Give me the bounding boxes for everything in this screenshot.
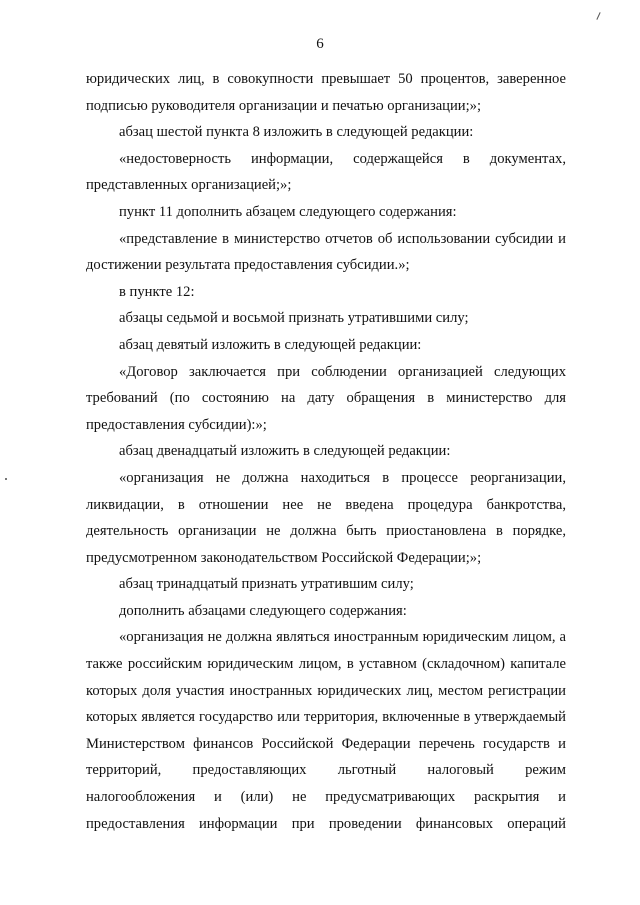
paragraph: в пункте 12: [119,283,195,300]
paragraph: абзац тринадцатый признать утратившим силу; [119,576,414,593]
paragraph-continuation: юридических лиц, в совокупности превышает 50 процентов, заверенное подписью руководителя организации и печатью организации;»; [86,71,566,114]
paragraph: абзацы седьмой и восьмой признать утратившими силу; [119,310,469,327]
paragraph: абзац девятый изложить в следующей редакции: [119,336,422,353]
paragraph: «недостоверность информации, содержащейся в документах, представленных организацией;»; [86,150,566,194]
paragraph: «организация не должна находиться в процессе реорганизации, ликвидации, в отношении нее не введена процедура банкротства, деятельность организации не должна быть приостановлена в порядке, предусмотренном законодательством Российской Федерации;»; [86,469,566,566]
document-body [86,66,566,837]
page-number: 6 [316,36,324,52]
scan-speck [5,478,7,480]
scan-mark [596,12,600,20]
paragraph: дополнить абзацами следующего содержания: [119,602,407,619]
paragraph: «представление в министерство отчетов об использовании субсидии и достижении результата предоставления субсидии.»; [86,230,566,274]
paragraph: «организация не должна являться иностранным юридическим лицом, а также российским юридическим лицом, в уставном (складочном) капитале которых доля участия иностранных юридических лиц, местом регистрации которых является государство или территория, включенные в утверждаемый Министерством финансов Российской Федерации перечень государств и территорий, предоставляющих льготный налоговый режим налогообложения и (или) не предусматривающих раскрытия и предоставления информации при проведении финансовых операций [86,629,566,832]
paragraph: абзац двенадцатый изложить в следующей редакции: [119,443,451,460]
paragraph: «Договор заключается при соблюдении организацией следующих требований (по состоянию на дату обращения в министерство для предоставления субсидии):»; [86,363,566,433]
paragraph: абзац шестой пункта 8 изложить в следующей редакции: [119,124,474,141]
paragraph: пункт 11 дополнить абзацем следующего содержания: [119,203,457,220]
